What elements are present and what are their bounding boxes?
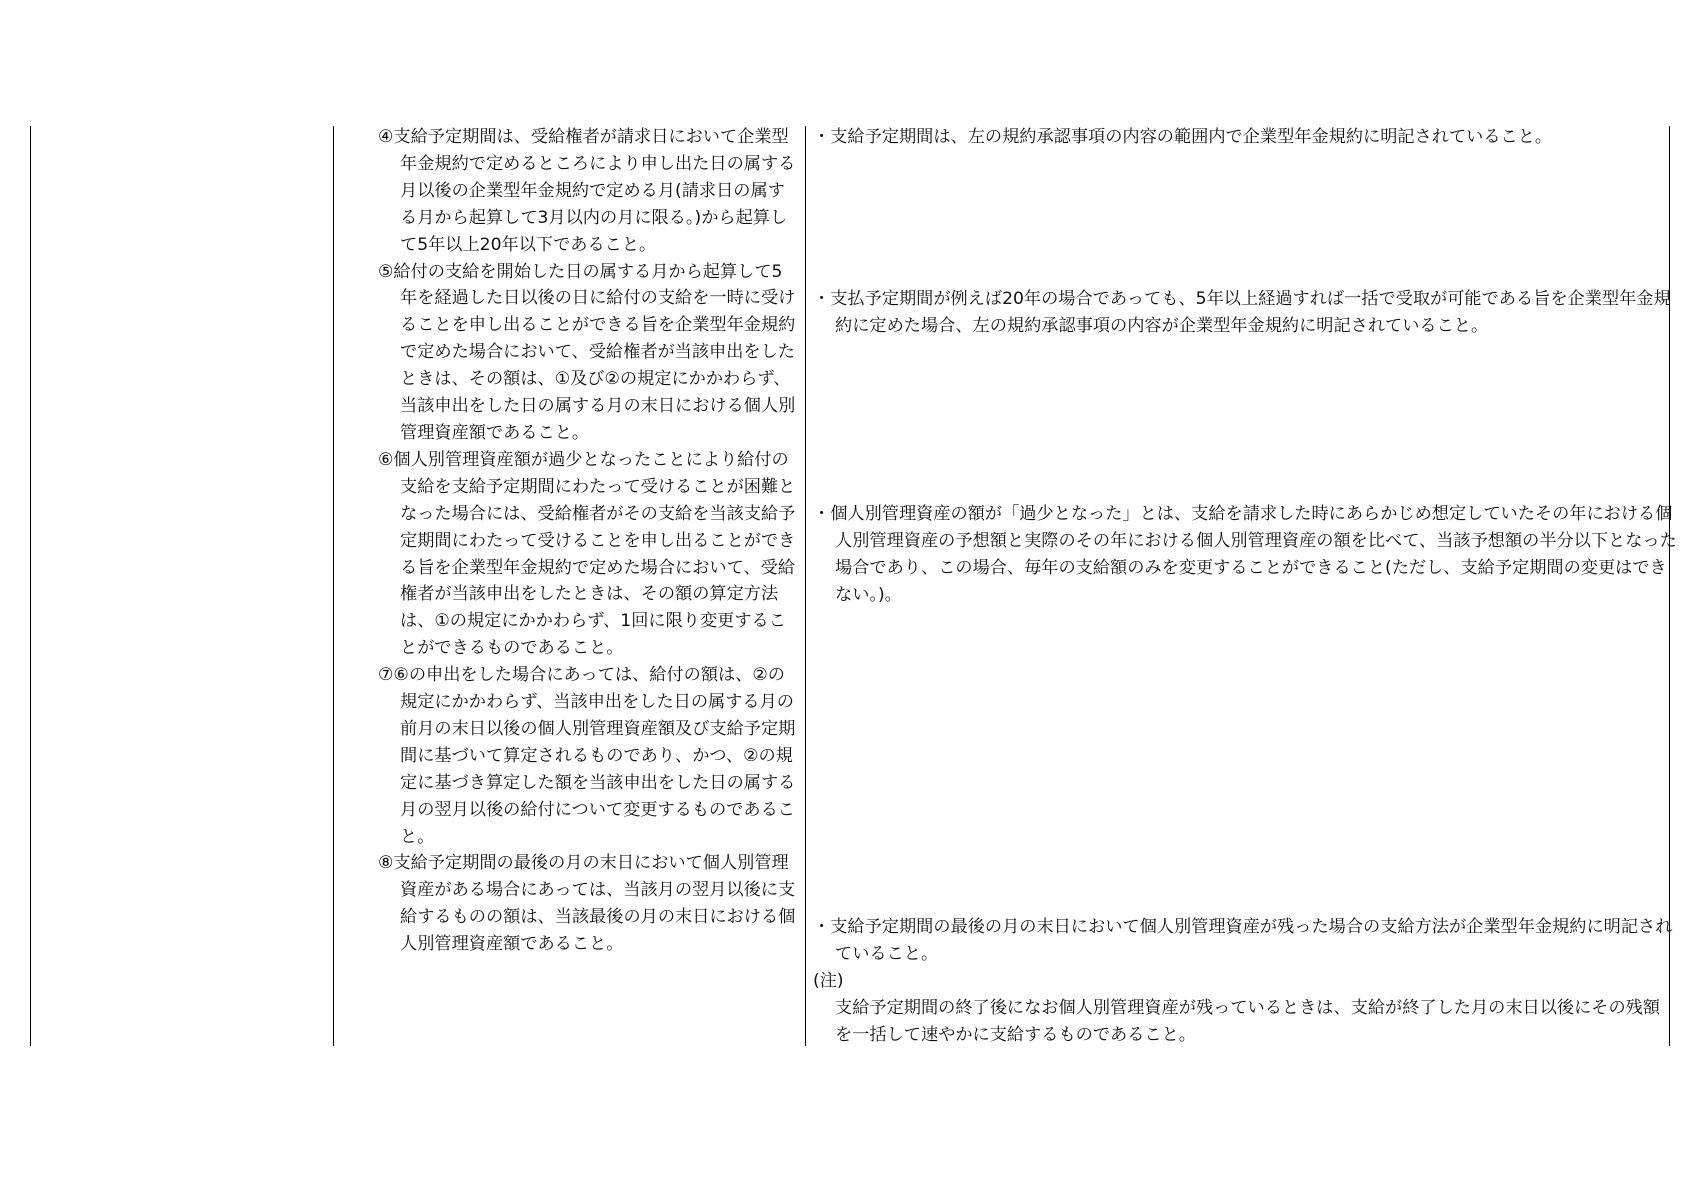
- item-8: ⑧支給予定期間の最後の月の末日において個人別管理資産がある場合にあっては、当該月の翌月以後に支給するものの額は、当該最後の月の末日における個人別管理資産額であること。: [378, 853, 796, 955]
- check-item-4: ・支給予定期間は、左の規約承認事項の内容の範囲内で企業型年金規約に明記されていること。: [813, 127, 1553, 147]
- item-4: ④支給予定期間は、受給権者が請求日において企業型年金規約で定めるところにより申し出た日の属する月以後の企業型年金規約で定める月(請求日の属する月から起算して3月以内の月に限る。)から起算して5年以上20年以下であること。: [378, 127, 796, 255]
- approval-items-column: [378, 124, 796, 958]
- table-border-col1: [333, 126, 334, 1046]
- item-7: ⑦⑥の申出をした場合にあっては、給付の額は、②の規定にかかわらず、当該申出をした日の属する月の前月の末日以後の個人別管理資産額及び支給予定期間に基づいて算定されるものであり、かつ、②の規定に基づき算定した額を当該申出をした日の属する月の翌月以後の給付について変更するものであること。: [378, 665, 796, 847]
- note-label: (注): [813, 971, 844, 991]
- item-5: ⑤給付の支給を開始した日の属する月から起算して5年を経過した日以後の日に給付の支給を一時に受けることを申し出ることができる旨を企業型年金規約で定めた場合において、受給権者が当該申出をしたときは、その額は、①及び②の規定にかかわらず、当該申出をした日の属する月の末日における個人別管理資産額であること。: [378, 261, 796, 443]
- table-border-left: [30, 126, 31, 1046]
- check-item-6: ・個人別管理資産の額が「過少となった」とは、支給を請求した時にあらかじめ想定していたその年における個人別管理資産の予想額と実際のその年における個人別管理資産の額を比べて、当該予想額の半分以下となった場合であり、この場合、毎年の支給額のみを変更することができること(ただし、支給予定期間の変更はできない。)。: [813, 504, 1677, 605]
- check-item-8: ・支給予定期間の最後の月の末日において個人別管理資産が残った場合の支給方法が企業型年金規約に明記されていること。: [813, 917, 1673, 964]
- item-6: ⑥個人別管理資産額が過少となったことにより給付の支給を支給予定期間にわたって受けることが困難となった場合には、受給権者がその支給を当該支給予定期間にわたって受けることを申し出ることができる旨を企業型年金規約で定めた場合において、受給権者が当該申出をしたときは、その額の算定方法は、①の規定にかかわらず、1回に限り変更することができるものであること。: [378, 449, 796, 659]
- note-body: 支給予定期間の終了後になお個人別管理資産が残っているときは、支給が終了した月の末日以後にその残額を一括して速やかに支給するものであること。: [835, 998, 1661, 1045]
- table-border-col2: [805, 126, 806, 1046]
- check-item-5: ・支払予定期間が例えば20年の場合であっても、5年以上経過すれば一括で受取が可能である旨を企業型年金規約に定めた場合、左の規約承認事項の内容が企業型年金規約に明記されていること。: [813, 289, 1671, 336]
